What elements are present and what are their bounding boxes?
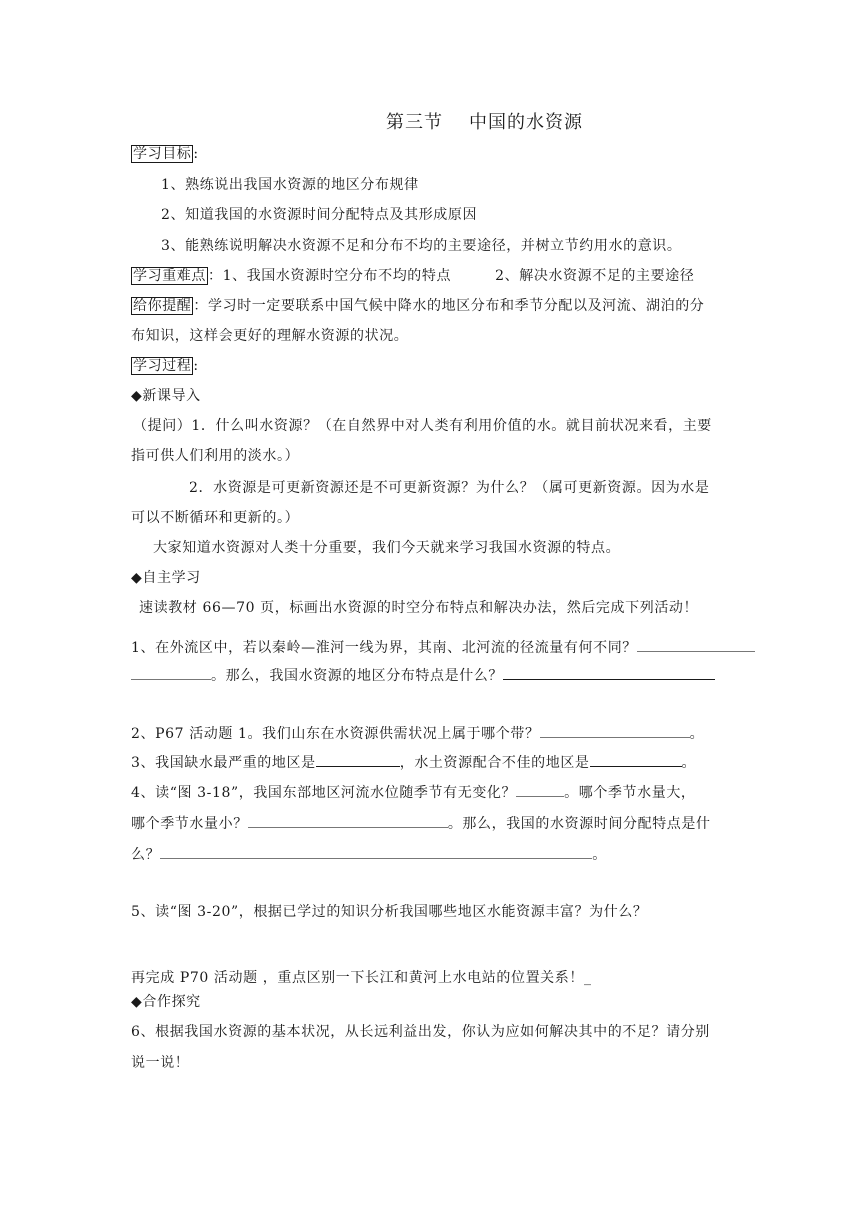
answer-blank[interactable] — [503, 664, 715, 680]
title-section: 第三节 — [386, 112, 443, 133]
reading-instruction: 速读教材 66—70 页，标画出水资源的时空分布特点和解决办法，然后完成下列活动！ — [139, 600, 699, 616]
answer-blank[interactable] — [516, 781, 564, 797]
tip-label: 给你提醒 — [133, 298, 192, 314]
item-4-continued: 哪个季节水量小？ 。那么，我国的水资源时间分配特点是什 — [131, 812, 731, 834]
item-5-activity: 再完成 P70 活动题 ，重点区别一下长江和黄河上水电站的位置关系！_ — [131, 970, 592, 986]
answer-blank[interactable] — [540, 722, 690, 738]
page-title — [386, 108, 583, 134]
key-point-1: ：1、我国水资源时空分布不均的特点 — [208, 268, 452, 284]
item-3: 3、我国缺水最严重的地区是 ，水土资源配合不佳的地区是 。 — [131, 751, 731, 773]
answer-blank[interactable] — [160, 843, 592, 859]
question-2-continued: 可以不断循环和更新的。） — [131, 510, 300, 526]
section-cooperation: ◆合作探究 — [131, 994, 201, 1010]
objectives-heading: 学习目标 : — [133, 146, 199, 162]
answer-blank[interactable] — [131, 664, 211, 680]
key-point-2: 2、解决水资源不足的主要途径 — [495, 268, 695, 284]
item-4-continued-2: 么？ 。 — [131, 843, 731, 865]
item-6: 6、根据我国水资源的基本状况，从长远利益出发，你认为应如何解决其中的不足？请分别 — [131, 1024, 710, 1040]
objective-item: 3、能熟练说明解决水资源不足和分布不均的主要途径，并树立节约用水的意识。 — [161, 238, 682, 254]
objective-item: 2、知道我国的水资源时间分配特点及其形成原因 — [161, 207, 478, 223]
item-1-continued: 。那么，我国水资源的地区分布特点是什么？ — [131, 664, 731, 686]
answer-blank[interactable] — [248, 812, 448, 828]
question-1: （提问）1．什么叫水资源？（在自然界中对人类有利用价值的水。就目前状况来看，主要 — [133, 418, 712, 434]
tip-line — [131, 296, 731, 316]
title-topic: 中国的水资源 — [469, 112, 583, 133]
item-5: 5、读“图 3-20”，根据已学过的知识分析我国哪些地区水能资源丰富？为什么？ — [131, 904, 648, 920]
item-6-continued: 说一说！ — [131, 1055, 190, 1071]
question-2: 2．水资源是可更新资源还是不可更新资源？为什么？（属可更新资源。因为水是 — [189, 480, 710, 496]
tip-text: ：学习时一定要联系中国气候中降水的地区分布和季节分配以及河流、湖泊的分 — [193, 298, 705, 314]
answer-blank[interactable] — [590, 751, 682, 767]
item-1: 1、在外流区中，若以秦岭—淮河一线为界，其南、北河流的径流量有何不同？ — [131, 636, 731, 658]
section-new-lesson: ◆新课导入 — [131, 388, 201, 404]
process-label: 学习过程 — [133, 358, 192, 374]
answer-blank[interactable] — [316, 751, 400, 767]
key-points-label: 学习重难点 — [133, 268, 206, 284]
process-heading: 学习过程 : — [133, 358, 199, 374]
answer-blank[interactable] — [637, 636, 755, 652]
item-2: 2、P67 活动题 1。我们山东在水资源供需状况上属于哪个带？ 。 — [131, 722, 731, 744]
item-4: 4、读“图 3-18”，我国东部地区河流水位随季节有无变化？ 。哪个季节水量大， — [131, 781, 731, 803]
objectives-label: 学习目标 — [133, 146, 192, 162]
question-1-continued: 指可供人们利用的淡水。） — [131, 448, 300, 464]
intro-sentence: 大家知道水资源对人类十分重要，我们今天就来学习我国水资源的特点。 — [153, 540, 621, 556]
tip-text-continued: 布知识，这样会更好的理解水资源的状况。 — [131, 328, 409, 344]
section-self-study: ◆自主学习 — [131, 570, 201, 586]
key-points-line — [131, 266, 731, 286]
objective-item: 1、熟练说出我国水资源的地区分布规律 — [161, 177, 419, 193]
